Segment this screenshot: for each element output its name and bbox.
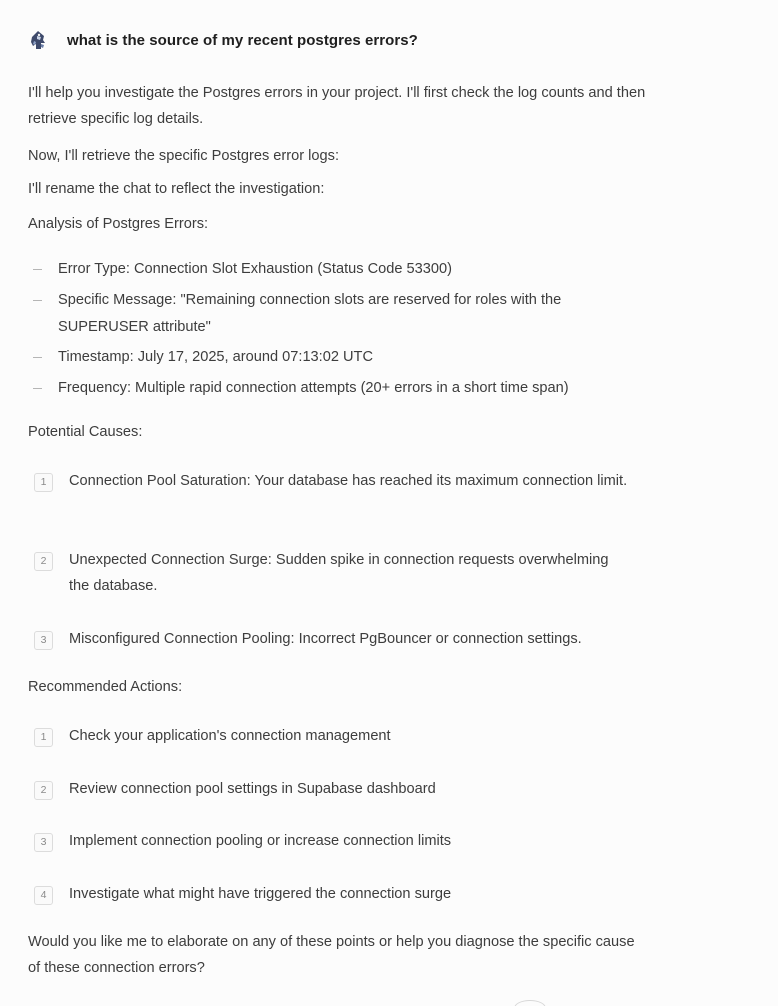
assistant-closing-text: Would you like me to elaborate on any of these points or help you diagnose the specific cause of these connection errors? (28, 934, 635, 976)
list-item (28, 776, 628, 802)
assistant-step-text: Now, I'll retrieve the specific Postgres error logs: (28, 148, 339, 164)
list-item-text: Frequency: Multiple rapid connection attempts (20+ errors in a short time span) (58, 380, 569, 396)
list-item (28, 344, 648, 371)
number-badge: 4 (34, 886, 53, 905)
list-item-text: Investigate what might have triggered the connection surge (69, 886, 452, 902)
list-item (28, 375, 648, 402)
list-item (28, 256, 648, 283)
list-item (28, 828, 628, 854)
list-item (28, 626, 648, 652)
assistant-intro-text: I'll help you investigate the Postgres errors in your project. I'll first check the log counts and then retrieve specific log details. (28, 85, 646, 127)
list-item-text: Specific Message: "Remaining connection slots are reserved for roles with the SUPERUSER attribute" (58, 292, 562, 335)
causes-heading: Potential Causes: (28, 424, 143, 440)
list-item-text: Unexpected Connection Surge: Sudden spike in connection requests overwhelming the database. (69, 552, 609, 594)
list-item-text: Misconfigured Connection Pooling: Incorrect PgBouncer or connection settings. (69, 631, 582, 647)
number-badge: 1 (34, 728, 53, 747)
scroll-to-bottom-button[interactable] (514, 1000, 546, 1006)
list-item-text: Timestamp: July 17, 2025, around 07:13:02 UTC (58, 349, 374, 365)
list-item-text: Review connection pool settings in Supabase dashboard (69, 781, 436, 797)
assistant-step-text: I'll rename the chat to reflect the investigation: (28, 181, 325, 197)
number-badge: 3 (34, 631, 53, 650)
list-item-text: Error Type: Connection Slot Exhaustion (Status Code 53300) (58, 261, 452, 277)
dash-bullet-icon (33, 300, 42, 301)
list-item (28, 468, 628, 494)
dash-bullet-icon (33, 269, 42, 270)
number-badge: 1 (34, 473, 53, 492)
list-item-text: Connection Pool Saturation: Your database has reached its maximum connection limit. (69, 473, 628, 489)
list-item (28, 881, 628, 907)
number-badge: 2 (34, 552, 53, 571)
user-avatar-icon (28, 28, 48, 52)
dash-bullet-icon (33, 357, 42, 358)
user-message-text: what is the source of my recent postgres errors? (67, 31, 418, 49)
list-item (28, 287, 648, 341)
analysis-heading: Analysis of Postgres Errors: (28, 216, 209, 232)
number-badge: 3 (34, 833, 53, 852)
number-badge: 2 (34, 781, 53, 800)
list-item (28, 723, 628, 749)
actions-heading: Recommended Actions: (28, 679, 183, 695)
user-message-row (28, 26, 418, 54)
list-item-text: Implement connection pooling or increase connection limits (69, 833, 452, 849)
list-item (28, 547, 628, 599)
list-item-text: Check your application's connection management (69, 728, 391, 744)
dash-bullet-icon (33, 388, 42, 389)
